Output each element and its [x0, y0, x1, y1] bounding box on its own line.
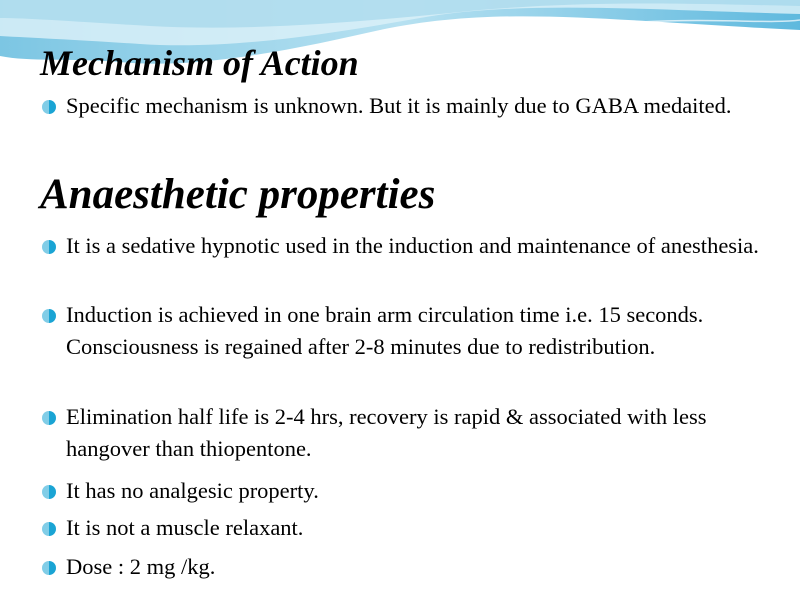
bullet-mechanism [42, 90, 782, 122]
bullet-text: Specific mechanism is unknown. But it is mainly due to GABA medaited. [66, 93, 732, 118]
bullet-text: It is not a muscle relaxant. [66, 515, 304, 540]
bullet-elimination [42, 401, 782, 465]
bullet-induction [42, 299, 782, 363]
circle-bullet-icon [42, 100, 56, 114]
properties-heading: Anaesthetic properties [40, 171, 436, 218]
circle-bullet-icon [42, 240, 56, 254]
bullet-text: Induction is achieved in one brain arm circulation time i.e. 15 seconds. Consciousness is regained after 2-8 minutes due to redistribution. [66, 302, 704, 359]
bullet-analgesic [42, 475, 782, 507]
bullet-text: It is a sedative hypnotic used in the induction and maintenance of anesthesia. [66, 233, 759, 258]
circle-bullet-icon [42, 522, 56, 536]
bullet-text: Dose : 2 mg /kg. [66, 554, 216, 579]
circle-bullet-icon [42, 485, 56, 499]
bullet-text: Elimination half life is 2-4 hrs, recovery is rapid & associated with less hangover than thiopentone. [66, 404, 707, 461]
bullet-dose [42, 551, 782, 583]
circle-bullet-icon [42, 309, 56, 323]
circle-bullet-icon [42, 411, 56, 425]
circle-bullet-icon [42, 561, 56, 575]
mechanism-heading: Mechanism of Action [40, 43, 359, 83]
bullet-text: It has no analgesic property. [66, 478, 319, 503]
bullet-sedative [42, 230, 782, 262]
bullet-muscle-relaxant [42, 512, 782, 544]
